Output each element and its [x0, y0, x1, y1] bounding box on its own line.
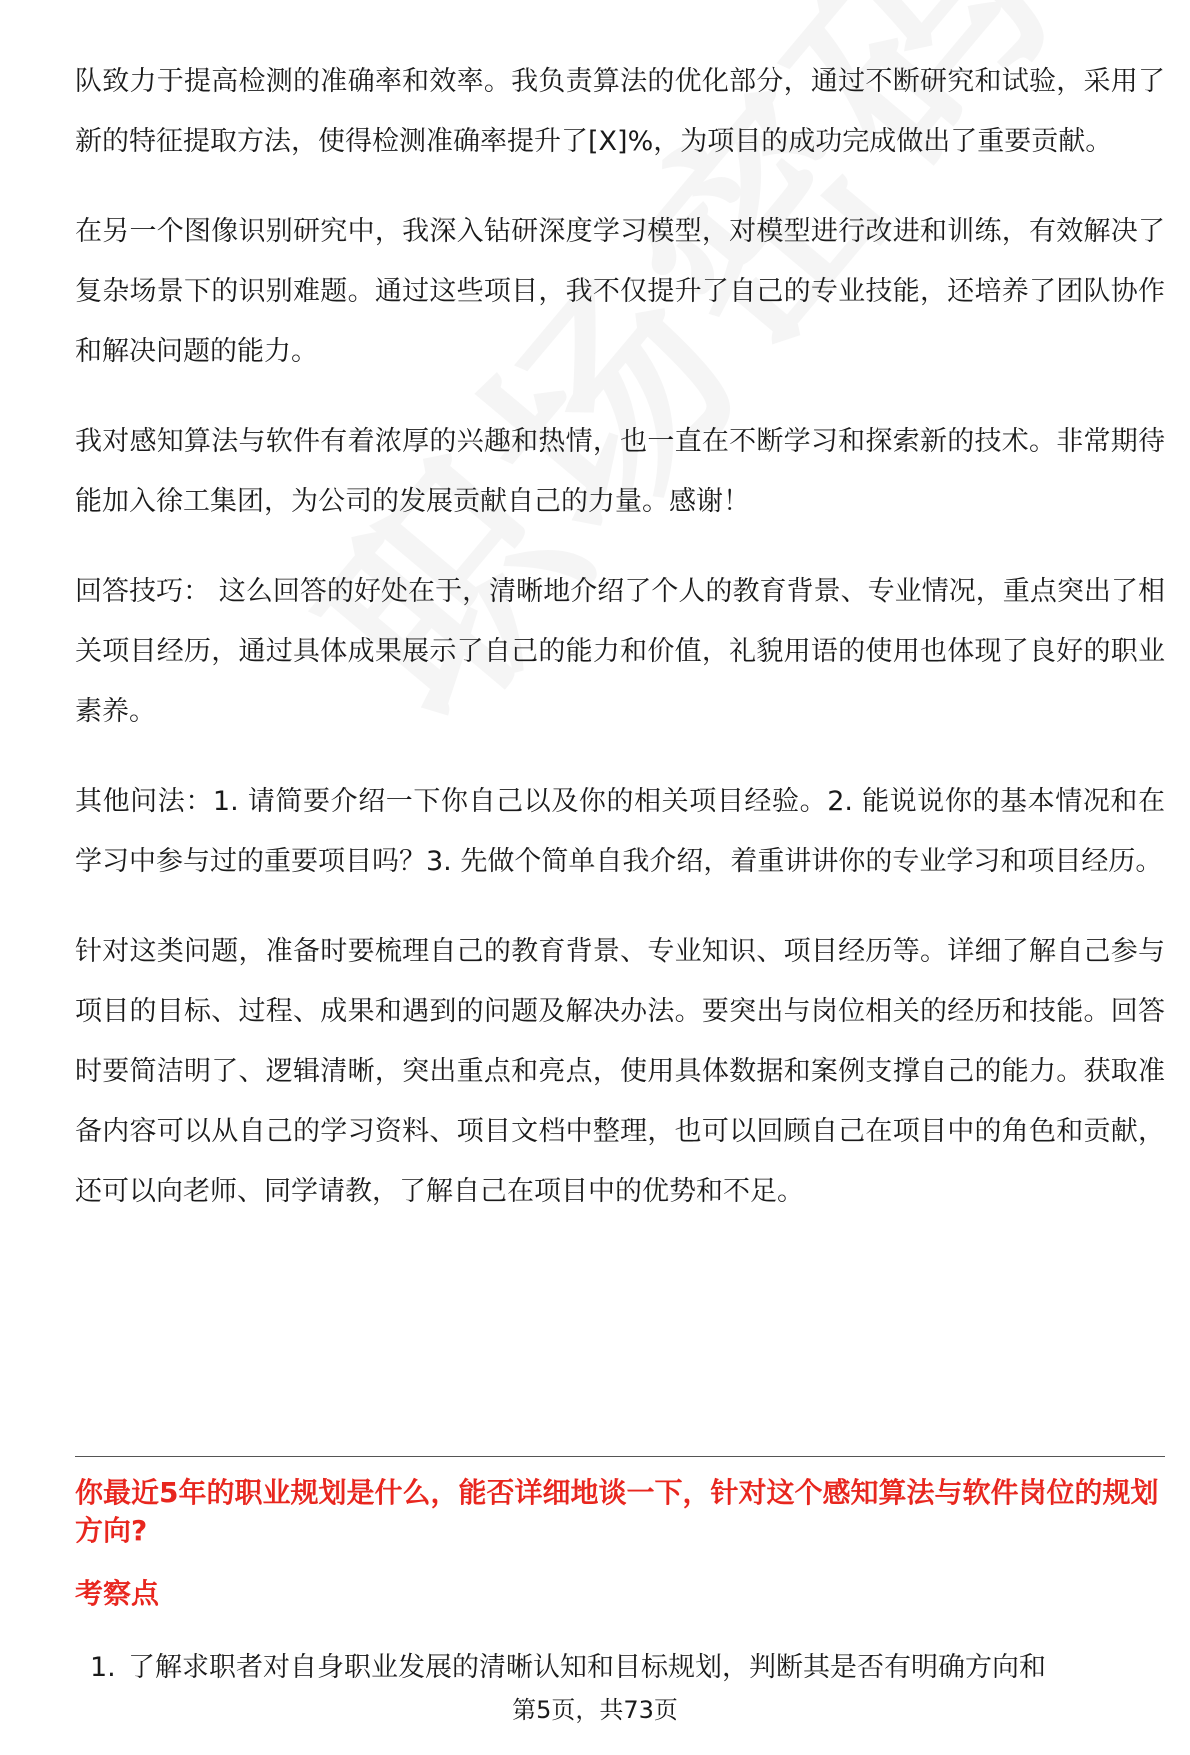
page-footer: 第5页，共73页 — [512, 1696, 678, 1724]
list-item-number: 1. — [90, 1652, 116, 1683]
paragraph-interest: 我对感知算法与软件有着浓厚的兴趣和热情，也一直在不断学习和探索新的技术。非常期待能加入徐工集团，为公司的发展贡献自己的力量。感谢！ — [75, 426, 1165, 517]
paragraph-project-result: 队致力于提高检测的准确率和效率。我负责算法的优化部分，通过不断研究和试验，采用了新的特征提取方法，使得检测准确率提升了[X]%，为项目的成功完成做出了重要贡献。 — [75, 66, 1165, 157]
body-content — [75, 52, 1165, 1252]
section-label-inspection-points: 考察点 — [75, 1577, 160, 1610]
paragraph-preparation: 针对这类问题，准备时要梳理自己的教育背景、专业知识、项目经历等。详细了解自己参与项目的目标、过程、成果和遇到的问题及解决办法。要突出与岗位相关的经历和技能。回答时要简洁明了、逻辑清晰，突出重点和亮点，使用具体数据和案例支撑自己的能力。获取准备内容可以从自己的学习资料、项目文档中整理，也可以回顾自己在项目中的角色和贡献，还可以向老师、同学请教，了解自己在项目中的优势和不足。 — [75, 936, 1165, 1207]
inspection-points-list — [90, 1648, 1165, 1688]
list-item — [90, 1648, 1165, 1688]
paragraph-other-questions: 其他问法：1. 请简要介绍一下你自己以及你的相关项目经验。2. 能说说你的基本情况和在学习中参与过的重要项目吗？3. 先做个简单自我介绍，着重讲讲你的专业学习和项目经历。 — [75, 786, 1165, 877]
paragraph-image-recognition: 在另一个图像识别研究中，我深入钻研深度学习模型，对模型进行改进和训练，有效解决了复杂场景下的识别难题。通过这些项目，我不仅提升了自己的专业技能，还培养了团队协作和解决问题的能力。 — [75, 216, 1165, 367]
question-heading: 你最近5年的职业规划是什么，能否详细地谈一下，针对这个感知算法与软件岗位的规划方向? — [75, 1476, 1159, 1547]
paragraph-answer-tips: 回答技巧： 这么回答的好处在于，清晰地介绍了个人的教育背景、专业情况，重点突出了相关项目经历，通过具体成果展示了自己的能力和价值，礼貌用语的使用也体现了良好的职业素养。 — [75, 576, 1165, 727]
list-item-text: 了解求职者对自身职业发展的清晰认知和目标规划，判断其是否有明确方向和 — [128, 1652, 1046, 1683]
section-divider — [75, 1456, 1165, 1457]
